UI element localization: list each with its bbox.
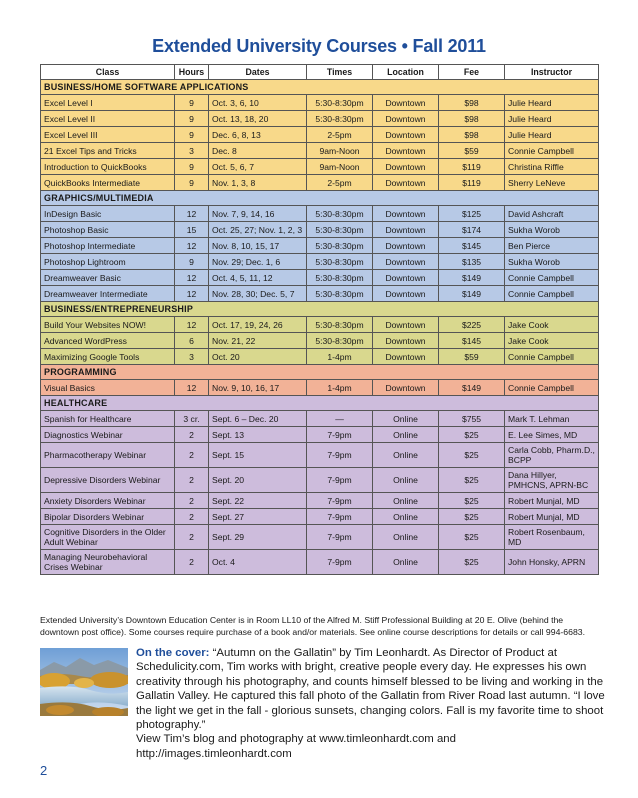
cell-fee: $25 (439, 550, 505, 575)
cell-hours: 12 (175, 270, 209, 286)
column-header: Times (307, 65, 373, 80)
location-footnote: Extended University’s Downtown Education Center is in Room LL10 of the Alfred M. Stiff Professional Building at 20 E. Olive (behind the downtown post office). Some courses require purchase of a book and/or materials. See online course descriptions for details or call 994-6683. (40, 615, 586, 637)
table-row (41, 443, 599, 468)
cell-class: Depressive Disorders Webinar (41, 468, 175, 493)
cell-location: Downtown (373, 317, 439, 333)
cell-fee: $225 (439, 317, 505, 333)
river-landscape-photo (40, 648, 128, 716)
cell-class: Introduction to QuickBooks (41, 159, 175, 175)
cell-location: Online (373, 525, 439, 550)
cell-class: Maximizing Google Tools (41, 349, 175, 365)
cell-times: 2-5pm (307, 175, 373, 191)
cell-location: Downtown (373, 349, 439, 365)
cell-dates: Dec. 6, 8, 13 (209, 127, 307, 143)
cell-dates: Sept. 6 – Dec. 20 (209, 411, 307, 427)
cell-class: Diagnostics Webinar (41, 427, 175, 443)
cell-location: Online (373, 411, 439, 427)
cell-fee: $98 (439, 127, 505, 143)
cell-fee: $125 (439, 206, 505, 222)
cover-body: “Autumn on the Gallatin” by Tim Leonhardt. As Director of Product at Schedulicity.com, Tim works with bright, creative people every day. He expresses his own creativity through his photography, and counts himself blessed to be living and working in the Gallatin Valley. He captured this fall photo of the Gallatin from River Road last autumn. “I love the light we get in the fall - glorious sunsets, changing colors. Fall is my favorite time to shoot photography.” (136, 647, 605, 732)
cell-fee: $25 (439, 443, 505, 468)
cell-instructor: John Honsky, APRN (505, 550, 599, 575)
cell-times: 7-9pm (307, 427, 373, 443)
cell-instructor: Robert Rosenbaum, MD (505, 525, 599, 550)
cell-dates: Oct. 20 (209, 349, 307, 365)
category-label: HEALTHCARE (41, 396, 599, 411)
category-row (41, 80, 599, 95)
cell-instructor: Ben Pierce (505, 238, 599, 254)
cell-times: 5:30-8:30pm (307, 270, 373, 286)
cell-dates: Oct. 25, 27; Nov. 1, 2, 3 (209, 222, 307, 238)
cell-class: Excel Level I (41, 95, 175, 111)
cell-hours: 12 (175, 286, 209, 302)
table-row (41, 159, 599, 175)
cell-location: Downtown (373, 95, 439, 111)
table-row (41, 127, 599, 143)
table-row (41, 493, 599, 509)
cell-dates: Sept. 13 (209, 427, 307, 443)
category-row (41, 191, 599, 206)
cell-fee: $755 (439, 411, 505, 427)
cell-times: 5:30-8:30pm (307, 206, 373, 222)
cell-location: Online (373, 468, 439, 493)
cell-instructor: Sherry LeNeve (505, 175, 599, 191)
cell-hours: 9 (175, 111, 209, 127)
cell-location: Online (373, 550, 439, 575)
cell-instructor: Sukha Worob (505, 222, 599, 238)
column-header: Location (373, 65, 439, 80)
cell-fee: $59 (439, 349, 505, 365)
cell-instructor: E. Lee Simes, MD (505, 427, 599, 443)
cell-location: Downtown (373, 175, 439, 191)
cell-dates: Nov. 7, 9, 14, 16 (209, 206, 307, 222)
category-label: PROGRAMMING (41, 365, 599, 380)
cell-times: — (307, 411, 373, 427)
cover-links: View Tim’s blog and photography at www.timleonhardt.com and http://images.timleonhardt.com (136, 733, 456, 760)
cell-location: Downtown (373, 159, 439, 175)
cell-class: Advanced WordPress (41, 333, 175, 349)
cell-fee: $59 (439, 143, 505, 159)
table-row (41, 380, 599, 396)
cell-instructor: Connie Campbell (505, 380, 599, 396)
category-label: GRAPHICS/MULTIMEDIA (41, 191, 599, 206)
cell-hours: 2 (175, 509, 209, 525)
cell-dates: Oct. 13, 18, 20 (209, 111, 307, 127)
cell-hours: 3 (175, 143, 209, 159)
cell-dates: Oct. 5, 6, 7 (209, 159, 307, 175)
cell-times: 5:30-8:30pm (307, 111, 373, 127)
cell-location: Downtown (373, 222, 439, 238)
cell-class: Bipolar Disorders Webinar (41, 509, 175, 525)
cell-instructor: Connie Campbell (505, 143, 599, 159)
table-row (41, 175, 599, 191)
cell-location: Downtown (373, 127, 439, 143)
table-row (41, 550, 599, 575)
cell-class: Dreamweaver Basic (41, 270, 175, 286)
cell-times: 9am-Noon (307, 159, 373, 175)
table-header-row (41, 65, 599, 80)
column-header: Hours (175, 65, 209, 80)
cell-hours: 6 (175, 333, 209, 349)
table-row (41, 509, 599, 525)
cell-hours: 9 (175, 95, 209, 111)
cover-lead: On the cover: (136, 647, 210, 659)
cell-class: Spanish for Healthcare (41, 411, 175, 427)
cell-class: 21 Excel Tips and Tricks (41, 143, 175, 159)
cell-location: Downtown (373, 206, 439, 222)
cell-class: Photoshop Basic (41, 222, 175, 238)
cell-times: 5:30-8:30pm (307, 222, 373, 238)
cell-dates: Nov. 28, 30; Dec. 5, 7 (209, 286, 307, 302)
cell-fee: $174 (439, 222, 505, 238)
cell-times: 1-4pm (307, 349, 373, 365)
cell-dates: Oct. 17, 19, 24, 26 (209, 317, 307, 333)
cell-class: Cognitive Disorders in the Older Adult Webinar (41, 525, 175, 550)
cover-photo (40, 648, 128, 716)
cell-hours: 9 (175, 159, 209, 175)
cell-times: 1-4pm (307, 380, 373, 396)
cell-instructor: Connie Campbell (505, 286, 599, 302)
cover-description (136, 646, 606, 761)
cell-class: Excel Level III (41, 127, 175, 143)
table-row (41, 525, 599, 550)
cell-location: Online (373, 493, 439, 509)
cell-times: 5:30-8:30pm (307, 286, 373, 302)
cell-class: Dreamweaver Intermediate (41, 286, 175, 302)
course-table (40, 64, 599, 575)
cell-instructor: Julie Heard (505, 95, 599, 111)
cell-fee: $145 (439, 238, 505, 254)
cell-times: 5:30-8:30pm (307, 95, 373, 111)
category-row (41, 365, 599, 380)
cell-class: Build Your Websites NOW! (41, 317, 175, 333)
cell-hours: 2 (175, 468, 209, 493)
cell-location: Downtown (373, 111, 439, 127)
cell-dates: Nov. 9, 10, 16, 17 (209, 380, 307, 396)
cell-hours: 12 (175, 380, 209, 396)
cell-hours: 3 cr. (175, 411, 209, 427)
cell-fee: $119 (439, 159, 505, 175)
cell-class: InDesign Basic (41, 206, 175, 222)
cell-fee: $25 (439, 427, 505, 443)
category-row (41, 302, 599, 317)
cell-hours: 2 (175, 550, 209, 575)
cell-instructor: Carla Cobb, Pharm.D., BCPP (505, 443, 599, 468)
cell-dates: Sept. 29 (209, 525, 307, 550)
cell-class: Photoshop Lightroom (41, 254, 175, 270)
table-row (41, 222, 599, 238)
cell-instructor: Julie Heard (505, 127, 599, 143)
cell-class: QuickBooks Intermediate (41, 175, 175, 191)
cell-hours: 9 (175, 254, 209, 270)
cell-dates: Oct. 3, 6, 10 (209, 95, 307, 111)
cell-instructor: Mark T. Lehman (505, 411, 599, 427)
cell-hours: 15 (175, 222, 209, 238)
cell-dates: Nov. 8, 10, 15, 17 (209, 238, 307, 254)
cell-hours: 9 (175, 127, 209, 143)
cell-fee: $145 (439, 333, 505, 349)
cell-hours: 2 (175, 493, 209, 509)
cell-instructor: Sukha Worob (505, 254, 599, 270)
table-row (41, 238, 599, 254)
cell-fee: $149 (439, 286, 505, 302)
cell-location: Online (373, 509, 439, 525)
table-row (41, 349, 599, 365)
page-number: 2 (40, 763, 48, 778)
cell-instructor: Dana Hillyer, PMHCNS, APRN-BC (505, 468, 599, 493)
table-row (41, 270, 599, 286)
cell-class: Visual Basics (41, 380, 175, 396)
cell-dates: Oct. 4, 5, 11, 12 (209, 270, 307, 286)
cell-hours: 12 (175, 317, 209, 333)
cell-times: 2-5pm (307, 127, 373, 143)
cell-dates: Nov. 29; Dec. 1, 6 (209, 254, 307, 270)
cell-times: 5:30-8:30pm (307, 317, 373, 333)
cell-location: Downtown (373, 333, 439, 349)
cell-location: Downtown (373, 254, 439, 270)
category-row (41, 396, 599, 411)
cell-instructor: Christina Riffle (505, 159, 599, 175)
column-header: Fee (439, 65, 505, 80)
cell-times: 7-9pm (307, 493, 373, 509)
cell-hours: 2 (175, 427, 209, 443)
cell-fee: $98 (439, 111, 505, 127)
cell-instructor: Robert Munjal, MD (505, 493, 599, 509)
cell-hours: 9 (175, 175, 209, 191)
cell-fee: $149 (439, 270, 505, 286)
cell-times: 7-9pm (307, 525, 373, 550)
table-row (41, 411, 599, 427)
cell-times: 7-9pm (307, 443, 373, 468)
cell-location: Downtown (373, 380, 439, 396)
cell-class: Photoshop Intermediate (41, 238, 175, 254)
cell-hours: 2 (175, 443, 209, 468)
table-row (41, 254, 599, 270)
cell-dates: Sept. 27 (209, 509, 307, 525)
cell-fee: $119 (439, 175, 505, 191)
column-header: Class (41, 65, 175, 80)
column-header: Dates (209, 65, 307, 80)
cell-fee: $25 (439, 525, 505, 550)
cell-dates: Nov. 1, 3, 8 (209, 175, 307, 191)
table-row (41, 286, 599, 302)
cell-location: Online (373, 443, 439, 468)
cell-times: 5:30-8:30pm (307, 333, 373, 349)
cell-dates: Nov. 21, 22 (209, 333, 307, 349)
cell-instructor: Connie Campbell (505, 270, 599, 286)
table-row (41, 427, 599, 443)
table-body (41, 80, 599, 575)
cell-fee: $135 (439, 254, 505, 270)
cell-fee: $25 (439, 468, 505, 493)
cell-instructor: Julie Heard (505, 111, 599, 127)
cell-location: Online (373, 427, 439, 443)
cell-hours: 3 (175, 349, 209, 365)
cell-location: Downtown (373, 270, 439, 286)
cell-fee: $98 (439, 95, 505, 111)
category-label: BUSINESS/ENTREPRENEURSHIP (41, 302, 599, 317)
cell-class: Excel Level II (41, 111, 175, 127)
cell-location: Downtown (373, 143, 439, 159)
cell-times: 7-9pm (307, 468, 373, 493)
cell-times: 7-9pm (307, 509, 373, 525)
cell-hours: 12 (175, 206, 209, 222)
cell-fee: $149 (439, 380, 505, 396)
cell-class: Managing Neurobehavioral Crises Webinar (41, 550, 175, 575)
cell-dates: Sept. 22 (209, 493, 307, 509)
cell-times: 9am-Noon (307, 143, 373, 159)
cell-hours: 2 (175, 525, 209, 550)
page-title: Extended University Courses • Fall 2011 (152, 36, 486, 56)
column-header: Instructor (505, 65, 599, 80)
cell-fee: $25 (439, 493, 505, 509)
table-row (41, 317, 599, 333)
cell-times: 5:30-8:30pm (307, 254, 373, 270)
table-row (41, 206, 599, 222)
cell-times: 5:30-8:30pm (307, 238, 373, 254)
cell-instructor: Jake Cook (505, 317, 599, 333)
cell-hours: 12 (175, 238, 209, 254)
cell-dates: Sept. 15 (209, 443, 307, 468)
cell-fee: $25 (439, 509, 505, 525)
table-row (41, 95, 599, 111)
cell-instructor: Jake Cook (505, 333, 599, 349)
category-label: BUSINESS/HOME SOFTWARE APPLICATIONS (41, 80, 599, 95)
cell-location: Downtown (373, 286, 439, 302)
cell-instructor: Robert Munjal, MD (505, 509, 599, 525)
cell-class: Anxiety Disorders Webinar (41, 493, 175, 509)
cell-dates: Dec. 8 (209, 143, 307, 159)
cell-instructor: David Ashcraft (505, 206, 599, 222)
table-row (41, 333, 599, 349)
cell-class: Pharmacotherapy Webinar (41, 443, 175, 468)
cell-location: Downtown (373, 238, 439, 254)
cell-dates: Oct. 4 (209, 550, 307, 575)
table-row (41, 468, 599, 493)
cell-instructor: Connie Campbell (505, 349, 599, 365)
table-row (41, 111, 599, 127)
table-row (41, 143, 599, 159)
cell-dates: Sept. 20 (209, 468, 307, 493)
cell-times: 7-9pm (307, 550, 373, 575)
